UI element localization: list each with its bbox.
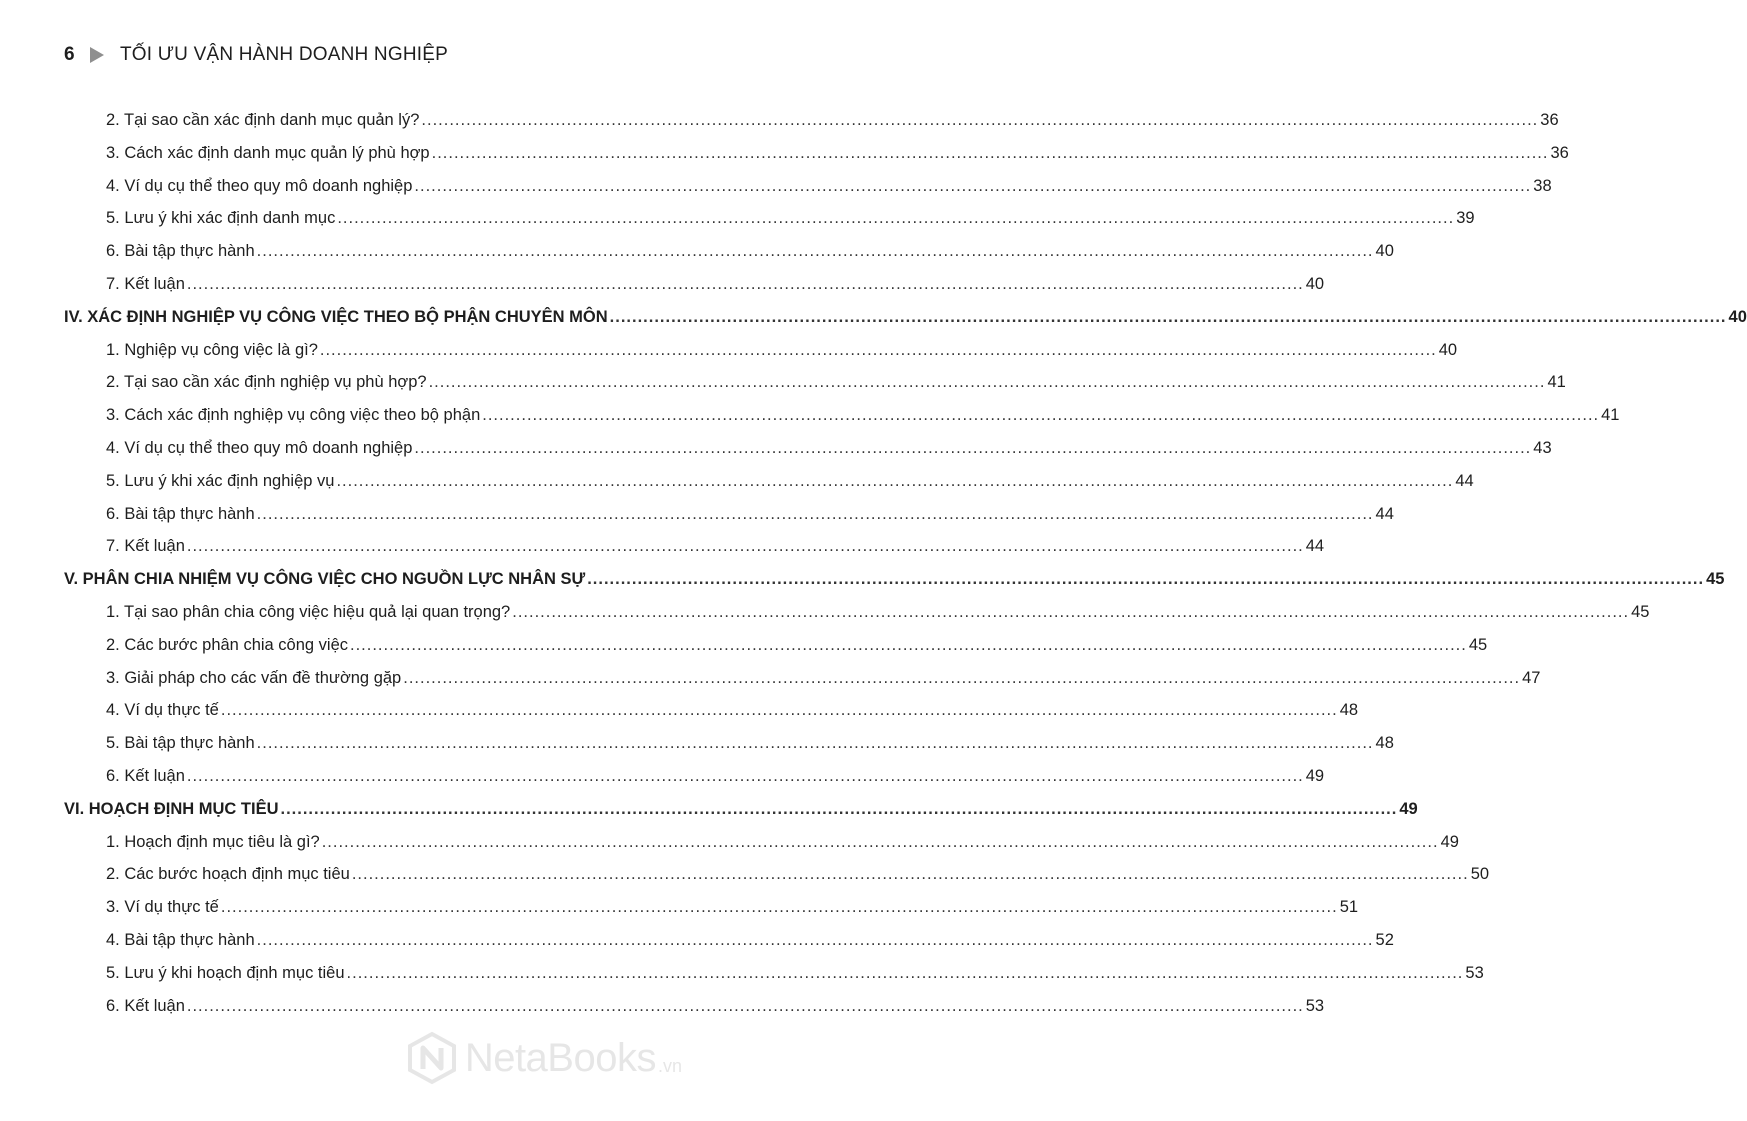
toc-entry-page: 53 [1465, 963, 1484, 982]
toc-entry-label: VI. HOẠCH ĐỊNH MỤC TIÊU [64, 799, 279, 818]
toc-entry-page: 41 [1601, 406, 1620, 425]
toc-item [64, 137, 1569, 170]
dot-leader: ........................................................................................................................................................................................................ [609, 307, 1727, 326]
toc-entry-page: 48 [1375, 734, 1394, 753]
dot-leader: ........................................................................................................................................................................................................ [336, 471, 1454, 490]
toc-entry-page: 44 [1305, 537, 1325, 556]
toc-entry-page: 44 [1455, 471, 1474, 490]
toc-item [64, 366, 1566, 399]
toc-entry-label: 1. Nghiệp vụ công việc là gì? [106, 340, 318, 359]
dot-leader: ........................................................................................................................................................................................................ [512, 602, 1630, 621]
table-of-contents [64, 104, 1747, 1022]
toc-entry-label: 6. Bài tập thực hành [106, 242, 255, 261]
page-number: 6 [64, 44, 75, 65]
toc-entry-label: 4. Ví dụ cụ thể theo quy mô doanh nghiệp [106, 176, 413, 195]
toc-item [64, 891, 1359, 924]
toc-entry-label: 4. Ví dụ thực tế [106, 701, 219, 720]
toc-entry-label: 3. Cách xác định danh mục quản lý phù hợp [106, 143, 430, 162]
toc-item [64, 170, 1552, 203]
dot-leader: ........................................................................................................................................................................................................ [186, 274, 1304, 293]
toc-item [64, 104, 1559, 137]
toc-item [64, 235, 1394, 268]
toc-item [64, 957, 1484, 990]
toc-section [64, 793, 1418, 826]
toc-item [64, 432, 1552, 465]
toc-item [64, 727, 1394, 760]
toc-entry-page: 38 [1533, 176, 1552, 195]
toc-entry-label: 6. Bài tập thực hành [106, 504, 255, 523]
toc-entry-label: 2. Các bước phân chia công việc [106, 635, 348, 654]
toc-entry-label: 3. Giải pháp cho các vấn đề thường gặp [106, 668, 402, 687]
dot-leader: ........................................................................................................................................................................................................ [220, 701, 1338, 720]
toc-entry-label: 4. Bài tập thực hành [106, 930, 255, 949]
toc-section [64, 563, 1725, 596]
toc-section [64, 301, 1747, 334]
toc-entry-page: 40 [1375, 242, 1394, 261]
toc-entry-page: 45 [1468, 635, 1488, 654]
toc-entry-label: 5. Lưu ý khi hoạch định mục tiêu [106, 963, 345, 982]
dot-leader: ........................................................................................................................................................................................................ [482, 406, 1600, 425]
dot-leader: ........................................................................................................................................................................................................ [256, 504, 1374, 523]
toc-entry-page: 40 [1438, 340, 1458, 359]
dot-leader: ........................................................................................................................................................................................................ [428, 373, 1546, 392]
toc-entry-label: 7. Kết luận [106, 537, 185, 556]
toc-item [64, 990, 1325, 1023]
toc-entry-page: 36 [1550, 143, 1569, 162]
toc-entry-label: 2. Tại sao cần xác định nghiệp vụ phù hợp? [106, 373, 427, 392]
dot-leader: ........................................................................................................................................................................................................ [280, 799, 1398, 818]
toc-entry-page: 36 [1540, 111, 1559, 129]
dot-leader: ........................................................................................................................................................................................................ [186, 537, 1304, 556]
toc-entry-page: 45 [1631, 602, 1650, 621]
toc-entry-page: 45 [1706, 570, 1725, 589]
toc-item [64, 530, 1325, 563]
toc-item [64, 399, 1620, 432]
dot-leader: ........................................................................................................................................................................................................ [414, 438, 1532, 457]
toc-entry-label: 2. Các bước hoạch định mục tiêu [106, 865, 350, 884]
dot-leader: ........................................................................................................................................................................................................ [337, 209, 1455, 228]
toc-entry-page: 40 [1728, 307, 1747, 326]
toc-entry-label: 4. Ví dụ cụ thể theo quy mô doanh nghiệp [106, 438, 413, 457]
toc-entry-page: 43 [1533, 438, 1552, 457]
toc-item [64, 858, 1490, 891]
watermark-suffix: .vn [657, 1056, 682, 1076]
watermark [405, 1031, 682, 1085]
toc-entry-page: 47 [1522, 668, 1541, 687]
dot-leader: ........................................................................................................................................................................................................ [421, 111, 1539, 129]
toc-item [64, 662, 1541, 695]
toc-item [64, 760, 1325, 793]
dot-leader: ........................................................................................................................................................................................................ [256, 242, 1374, 261]
toc-entry-page: 41 [1547, 373, 1566, 392]
dot-leader: ........................................................................................................................................................................................................ [346, 963, 1464, 982]
toc-entry-label: 3. Ví dụ thực tế [106, 898, 219, 917]
dot-leader: ........................................................................................................................................................................................................ [319, 340, 1437, 359]
toc-item [64, 629, 1488, 662]
watermark-brand: NetaBooks [464, 1035, 656, 1080]
dot-leader: ........................................................................................................................................................................................................ [431, 143, 1549, 162]
dot-leader: ........................................................................................................................................................................................................ [186, 996, 1304, 1015]
toc-item [64, 694, 1359, 727]
dot-leader: ........................................................................................................................................................................................................ [587, 570, 1705, 589]
dot-leader: ........................................................................................................................................................................................................ [256, 734, 1374, 753]
toc-item [64, 596, 1650, 629]
toc-entry-label: 6. Kết luận [106, 766, 185, 785]
toc-entry-page: 49 [1305, 766, 1325, 785]
toc-item [64, 924, 1394, 957]
toc-entry-label: V. PHÂN CHIA NHIỆM VỤ CÔNG VIỆC CHO NGUỒN LỰC NHÂN SỰ [64, 570, 586, 589]
toc-entry-page: 52 [1375, 930, 1394, 949]
dot-leader: ........................................................................................................................................................................................................ [256, 930, 1374, 949]
dot-leader: ........................................................................................................................................................................................................ [414, 176, 1532, 195]
dot-leader: ........................................................................................................................................................................................................ [403, 668, 1521, 687]
toc-entry-label: IV. XÁC ĐỊNH NGHIỆP VỤ CÔNG VIỆC THEO BỘ PHẬN CHUYÊN MÔN [64, 307, 608, 326]
toc-entry-label: 5. Bài tập thực hành [106, 734, 255, 753]
toc-entry-page: 40 [1305, 274, 1325, 293]
dot-leader: ........................................................................................................................................................................................................ [351, 865, 1469, 884]
toc-entry-label: 1. Tại sao phân chia công việc hiệu quả lại quan trọng? [106, 602, 511, 621]
toc-item [64, 334, 1458, 367]
toc-entry-page: 39 [1456, 209, 1475, 228]
toc-entry-label: 1. Hoạch định mục tiêu là gì? [106, 832, 320, 851]
page-header [64, 44, 448, 66]
toc-entry-page: 53 [1305, 996, 1325, 1015]
toc-entry-label: 3. Cách xác định nghiệp vụ công việc theo bộ phận [106, 406, 481, 425]
toc-item [64, 498, 1394, 531]
triangle-arrow-icon [90, 47, 104, 63]
toc-entry-label: 2. Tại sao cần xác định danh mục quản lý? [106, 111, 420, 129]
toc-entry-label: 6. Kết luận [106, 996, 185, 1015]
toc-entry-label: 5. Lưu ý khi xác định danh mục [106, 209, 336, 228]
toc-item [64, 465, 1474, 498]
toc-entry-page: 49 [1399, 799, 1418, 818]
dot-leader: ........................................................................................................................................................................................................ [350, 635, 1467, 654]
toc-item [64, 826, 1459, 859]
toc-entry-page: 49 [1440, 832, 1459, 851]
toc-item [64, 268, 1325, 301]
toc-entry-page: 50 [1470, 865, 1490, 884]
dot-leader: ........................................................................................................................................................................................................ [321, 832, 1439, 851]
toc-entry-page: 51 [1339, 898, 1359, 917]
dot-leader: ........................................................................................................................................................................................................ [186, 766, 1304, 785]
toc-entry-label: 7. Kết luận [106, 274, 185, 293]
book-title: TỐI ƯU VẬN HÀNH DOANH NGHIỆP [120, 44, 448, 65]
toc-entry-page: 48 [1339, 701, 1359, 720]
toc-entry-page: 44 [1375, 504, 1394, 523]
toc-item [64, 202, 1475, 235]
toc-entry-label: 5. Lưu ý khi xác định nghiệp vụ [106, 471, 335, 490]
netabooks-logo-icon [405, 1031, 459, 1085]
dot-leader: ........................................................................................................................................................................................................ [220, 898, 1338, 917]
